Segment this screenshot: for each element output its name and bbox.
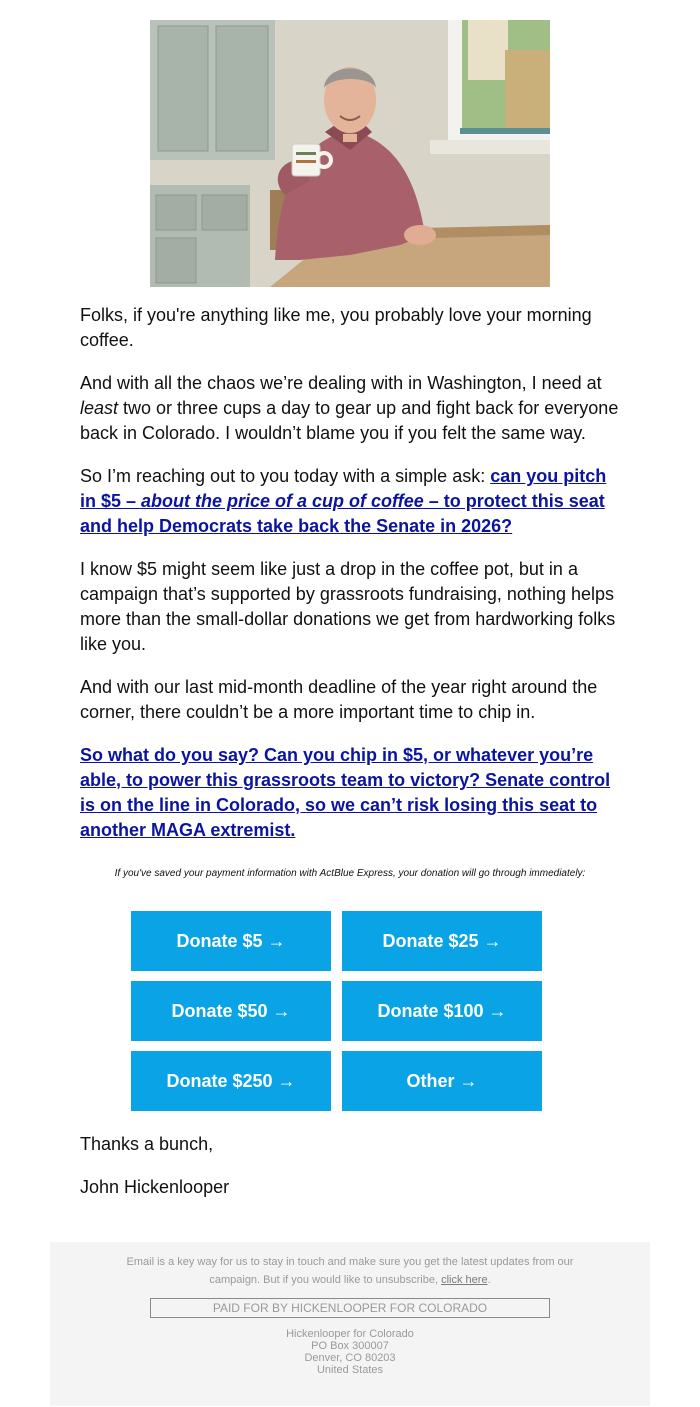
paragraph-5: And with our last mid-month deadline of the year right around the corner, there couldn’t be a more important time to chip in.	[80, 677, 598, 722]
address-country: United States	[316, 1364, 384, 1376]
address-po-box: PO Box 300007	[311, 1340, 389, 1352]
donate-250-button[interactable]: Donate $250 →	[131, 1051, 331, 1111]
paragraph-6	[80, 743, 625, 843]
paragraph-3	[80, 464, 625, 539]
photo-illustration	[150, 20, 550, 287]
signoff-name: John Hickenlooper	[80, 1177, 230, 1197]
pitch-in-link-emphasis: about the price of a cup of coffee	[141, 491, 424, 511]
paragraph-4: I know $5 might seem like just a drop in the coffee pot, but in a campaign that’s supported by grassroots fundraising, nothing helps more than the small-dollar donations we get from hardworking folks like you.	[80, 559, 616, 654]
email-footer	[50, 1242, 650, 1406]
p2-text-b: two or three cups a day to gear up and fight back for everyone back in Colorado. I wouldn’t blame you if you felt the same way.	[80, 398, 619, 443]
p3-text: So I’m reaching out to you today with a simple ask:	[80, 466, 491, 486]
donate-25-button[interactable]: Donate $25 →	[342, 911, 542, 971]
p2-emphasis: least	[80, 398, 119, 418]
address-city: Denver, CO 80203	[304, 1352, 396, 1364]
donate-5-button[interactable]: Donate $5 →	[131, 911, 331, 971]
email-body	[80, 303, 625, 861]
paragraph-1: Folks, if you're anything like me, you probably love your morning coffee.	[80, 305, 592, 350]
paid-for-disclaimer: PAID FOR BY HICKENLOOPER FOR COLORADO	[150, 1298, 550, 1318]
footer-message-text: Email is a key way for us to stay in touch and make sure you get the latest updates from our campaign. But if you would like to unsubscribe,	[126, 1256, 574, 1286]
mailing-address	[50, 1328, 650, 1376]
donate-50-button[interactable]: Donate $50 →	[131, 981, 331, 1041]
unsubscribe-link[interactable]: click here	[441, 1274, 488, 1286]
actblue-express-note: If you've saved your payment information with ActBlue Express, your donation will go through immediately:	[114, 868, 586, 879]
paragraph-2	[80, 371, 625, 446]
candidate-photo	[150, 20, 550, 287]
signoff-thanks: Thanks a bunch,	[80, 1134, 214, 1154]
donate-other-button[interactable]: Other →	[342, 1051, 542, 1111]
donate-100-button[interactable]: Donate $100 →	[342, 981, 542, 1041]
footer-period: .	[487, 1274, 491, 1286]
chip-in-link[interactable]: So what do you say? Can you chip in $5, or whatever you’re able, to power this grassroots team to victory? Senate control is on the line in Colorado, so we can’t risk losing this seat to another MAGA extremist.	[80, 745, 611, 840]
p2-text-a: And with all the chaos we’re dealing with in Washington, I need at	[80, 373, 602, 393]
footer-message	[120, 1253, 580, 1289]
pitch-in-link-a: can you pitch in $5 –	[80, 466, 607, 511]
address-org: Hickenlooper for Colorado	[286, 1328, 414, 1340]
pitch-in-link-b: – to protect this seat and help Democrats take back the Senate in 2026?	[80, 491, 605, 536]
